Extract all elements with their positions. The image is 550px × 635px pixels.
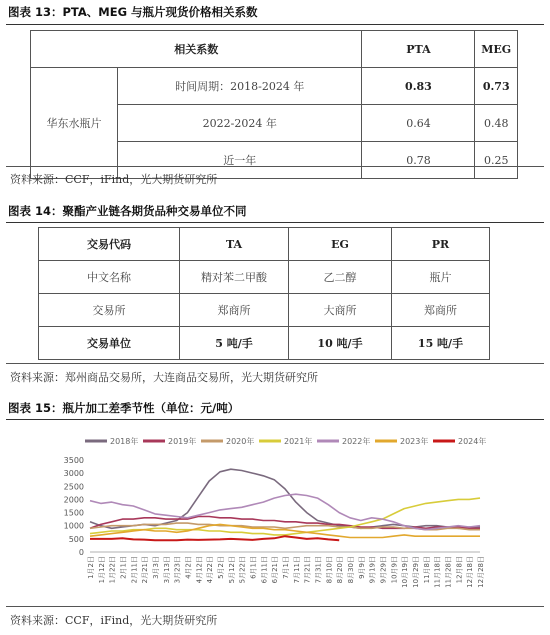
legend-label: 2024年 bbox=[458, 437, 487, 446]
period-cell: 时间周期：2018-2024 年 bbox=[118, 68, 362, 105]
meg-cell: 0.73 bbox=[475, 68, 518, 105]
x-tick-label: 11月18日 bbox=[433, 556, 442, 588]
table13-source: 资料来源：CCF，iFind，光大期货研究所 bbox=[10, 173, 218, 186]
x-tick-label: 2月11日 bbox=[130, 556, 139, 584]
y-tick-label: 2000 bbox=[63, 495, 84, 505]
table-header-row bbox=[31, 31, 518, 68]
x-tick-label: 3月3日 bbox=[152, 556, 160, 579]
x-tick-label: 2月21日 bbox=[141, 556, 150, 584]
x-tick-label: 11月8日 bbox=[422, 556, 431, 584]
header-cell: TA bbox=[180, 228, 289, 261]
trading-unit-table bbox=[38, 227, 490, 360]
x-tick-label: 9月19日 bbox=[368, 556, 377, 584]
x-tick-label: 1月12日 bbox=[97, 556, 106, 584]
period-cell: 近一年 bbox=[118, 142, 362, 179]
x-tick-label: 7月11日 bbox=[292, 556, 301, 584]
table-cell: 瓶片 bbox=[392, 261, 490, 294]
y-tick-label: 3000 bbox=[63, 469, 84, 479]
y-tick-label: 1000 bbox=[63, 521, 84, 531]
legend-label: 2020年 bbox=[226, 437, 255, 446]
chart15-source: 资料来源：CCF，iFind，光大期货研究所 bbox=[10, 614, 218, 627]
y-tick-label: 2500 bbox=[63, 482, 84, 492]
x-tick-label: 8月30日 bbox=[347, 556, 355, 584]
x-tick-label: 12月28日 bbox=[477, 556, 485, 588]
x-tick-label: 7月1日 bbox=[282, 556, 290, 579]
table-row bbox=[31, 68, 518, 105]
meg-cell: 0.48 bbox=[475, 105, 518, 142]
series-line bbox=[90, 536, 339, 540]
group-cell: 华东水瓶片 bbox=[31, 68, 118, 179]
x-tick-label: 8月20日 bbox=[336, 556, 345, 584]
table13-caption: 图表 13：PTA、MEG 与瓶片现货价格相关系数 bbox=[8, 5, 258, 19]
x-tick-label: 1月2日 bbox=[87, 556, 95, 579]
table14-bottom-rule bbox=[6, 363, 544, 364]
table13-top-rule bbox=[6, 24, 544, 25]
header-cell: PR bbox=[392, 228, 490, 261]
y-tick-label: 0 bbox=[78, 548, 84, 557]
table14-source: 资料来源：郑州商品交易所，大连商品交易所，光大期货研究所 bbox=[10, 371, 318, 384]
legend-label: 2023年 bbox=[400, 437, 429, 446]
x-tick-label: 8月10日 bbox=[325, 556, 334, 584]
table-row bbox=[39, 261, 490, 294]
pta-cell: 0.64 bbox=[362, 105, 475, 142]
table-cell: 中文名称 bbox=[39, 261, 180, 294]
legend-label: 2021年 bbox=[284, 437, 313, 446]
table-cell: 大商所 bbox=[289, 294, 392, 327]
legend-label: 2019年 bbox=[168, 437, 197, 446]
legend-label: 2018年 bbox=[110, 437, 139, 446]
table-cell: 15 吨/手 bbox=[392, 327, 490, 360]
table-cell: 乙二醇 bbox=[289, 261, 392, 294]
x-tick-label: 12月18日 bbox=[466, 556, 475, 588]
x-tick-label: 3月23日 bbox=[173, 556, 182, 584]
y-tick-label: 1500 bbox=[63, 508, 84, 518]
x-tick-label: 6月1日 bbox=[249, 556, 258, 579]
correlation-table bbox=[30, 30, 518, 179]
header-cell-meg: MEG bbox=[475, 31, 518, 68]
series-line bbox=[90, 469, 480, 528]
y-tick-label: 3500 bbox=[63, 456, 84, 465]
x-tick-label: 4月12日 bbox=[195, 556, 204, 584]
x-tick-label: 9月9日 bbox=[357, 556, 366, 579]
x-tick-label: 1月22日 bbox=[108, 556, 117, 584]
table-cell: 郑商所 bbox=[180, 294, 289, 327]
pta-cell: 0.78 bbox=[362, 142, 475, 179]
x-tick-label: 3月13日 bbox=[162, 556, 171, 584]
table14-top-rule bbox=[6, 222, 544, 223]
x-tick-label: 4月22日 bbox=[206, 556, 215, 584]
table-row bbox=[39, 327, 490, 360]
x-tick-label: 10月19日 bbox=[401, 556, 410, 588]
x-tick-label: 10月29日 bbox=[412, 556, 420, 588]
pta-cell: 0.83 bbox=[362, 68, 475, 105]
x-tick-label: 6月11日 bbox=[260, 556, 269, 584]
table-cell: 10 吨/手 bbox=[289, 327, 392, 360]
table-cell: 交易单位 bbox=[39, 327, 180, 360]
x-tick-label: 4月2日 bbox=[184, 556, 193, 579]
meg-cell: 0.25 bbox=[475, 142, 518, 179]
x-tick-label: 5月22日 bbox=[238, 556, 247, 584]
table-row bbox=[39, 294, 490, 327]
chart15-caption: 图表 15：瓶片加工差季节性（单位：元/吨） bbox=[8, 401, 240, 415]
y-tick-label: 500 bbox=[68, 534, 84, 544]
legend-label: 2022年 bbox=[342, 437, 371, 446]
table-cell: 交易所 bbox=[39, 294, 180, 327]
table13-bottom-rule bbox=[6, 166, 544, 167]
table-cell: 郑商所 bbox=[392, 294, 490, 327]
header-cell-pta: PTA bbox=[362, 31, 475, 68]
table14-caption: 图表 14：聚酯产业链各期货品种交易单位不同 bbox=[8, 204, 247, 218]
x-tick-label: 11月28日 bbox=[444, 556, 453, 588]
x-tick-label: 7月31日 bbox=[314, 556, 323, 584]
table-cell: 5 吨/手 bbox=[180, 327, 289, 360]
x-tick-label: 10月9日 bbox=[390, 556, 399, 584]
x-tick-label: 9月29日 bbox=[379, 556, 388, 584]
x-tick-label: 7月21日 bbox=[303, 556, 312, 584]
header-cell: 交易代码 bbox=[39, 228, 180, 261]
table-header-row bbox=[39, 228, 490, 261]
x-tick-label: 5月2日 bbox=[217, 556, 225, 579]
period-cell: 2022-2024 年 bbox=[118, 105, 362, 142]
x-tick-label: 6月21日 bbox=[271, 556, 280, 584]
header-cell-coefficient: 相关系数 bbox=[31, 31, 362, 68]
x-tick-label: 5月12日 bbox=[227, 556, 236, 584]
chart15-bottom-rule bbox=[6, 606, 544, 607]
header-cell: EG bbox=[289, 228, 392, 261]
processing-margin-chart bbox=[0, 420, 550, 605]
table-cell: 精对苯二甲酸 bbox=[180, 261, 289, 294]
x-tick-label: 2月1日 bbox=[119, 556, 128, 579]
x-tick-label: 12月8日 bbox=[455, 556, 464, 584]
